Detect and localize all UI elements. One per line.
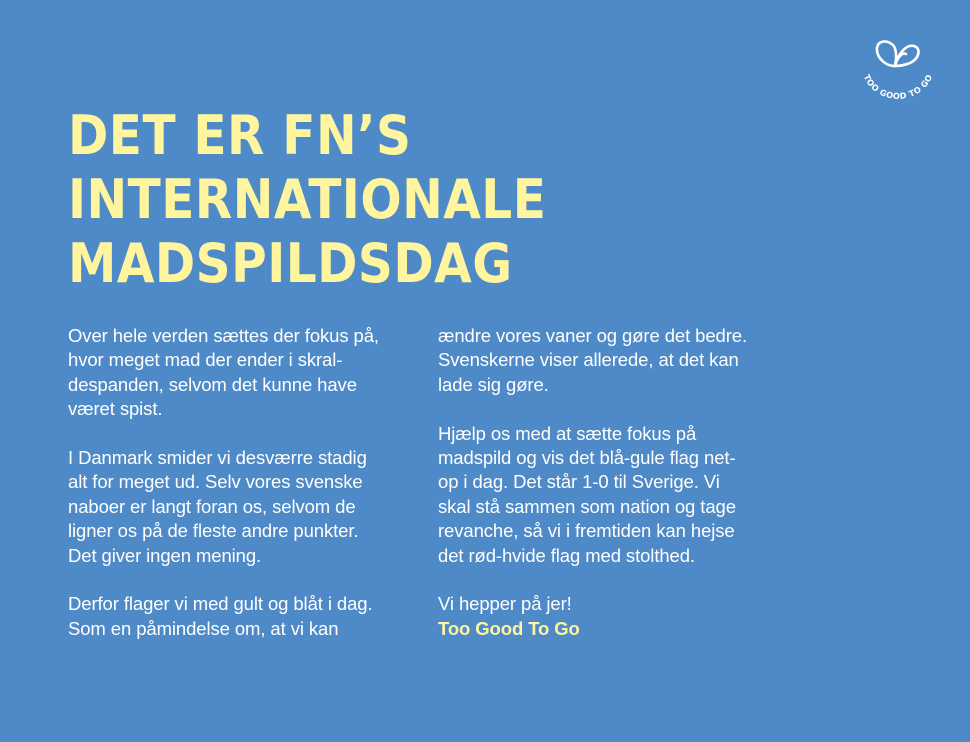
signature: Too Good To Go bbox=[438, 617, 580, 639]
text-line: skal stå sammen som nation og tage bbox=[438, 495, 736, 517]
text-line: alt for meget ud. Selv vores svenske bbox=[68, 471, 363, 493]
text-line: Over hele verden sættes der fokus på, bbox=[68, 325, 379, 346]
text-line: Svenskerne viser allerede, at det kan bbox=[438, 349, 739, 371]
text-line: Hjælp os med at sætte fokus på bbox=[438, 422, 697, 444]
text-line: ændre vores vaner og gøre det bedre. bbox=[438, 325, 748, 346]
paragraph bbox=[68, 592, 418, 641]
text-line: hvor meget mad der ender i skral- bbox=[68, 349, 343, 371]
headline-line: INTERNATIONALE bbox=[68, 168, 547, 231]
text-line: madspild og vis det blå-gule flag net- bbox=[438, 447, 736, 469]
headline-line: DET ER FN’S bbox=[68, 104, 412, 167]
paragraph bbox=[438, 324, 798, 397]
text-line: I Danmark smider vi desværre stadig bbox=[68, 447, 367, 469]
svg-text:TOO GOOD TO GO bbox=[862, 73, 934, 101]
paragraph-spacer bbox=[68, 568, 418, 592]
text-line: op i dag. Det står 1-0 til Sverige. Vi bbox=[438, 471, 720, 493]
left-column bbox=[68, 324, 418, 641]
logo-wordmark: TOO GOOD TO GO bbox=[861, 72, 935, 102]
heart-flower-icon bbox=[850, 30, 950, 110]
text-line: det rød-hvide flag med stolthed. bbox=[438, 544, 695, 566]
brand-logo bbox=[850, 30, 950, 110]
paragraph bbox=[68, 446, 418, 568]
text-line: despanden, selvom det kunne have bbox=[68, 373, 357, 395]
text-line: revanche, så vi i fremtiden kan hejse bbox=[438, 520, 735, 542]
paragraph-spacer bbox=[438, 397, 798, 421]
paragraph bbox=[68, 324, 418, 422]
paragraph bbox=[438, 592, 798, 641]
paragraph-spacer bbox=[438, 568, 798, 592]
headline bbox=[68, 104, 546, 296]
headline-line: MADSPILDSDAG bbox=[68, 232, 513, 295]
right-column bbox=[438, 324, 798, 641]
text-line: lade sig gøre. bbox=[438, 373, 549, 395]
text-line: Det giver ingen mening. bbox=[68, 544, 262, 566]
paragraph bbox=[438, 422, 798, 568]
text-line: Vi hepper på jer! bbox=[438, 593, 572, 615]
text-line: været spist. bbox=[68, 398, 163, 420]
paragraph-spacer bbox=[68, 422, 418, 446]
text-line: ligner os på de fleste andre punkter. bbox=[68, 520, 359, 542]
text-line: Som en påmindelse om, at vi kan bbox=[68, 617, 339, 639]
text-line: Derfor flager vi med gult og blåt i dag. bbox=[68, 593, 373, 615]
text-line: naboer er langt foran os, selvom de bbox=[68, 495, 356, 517]
